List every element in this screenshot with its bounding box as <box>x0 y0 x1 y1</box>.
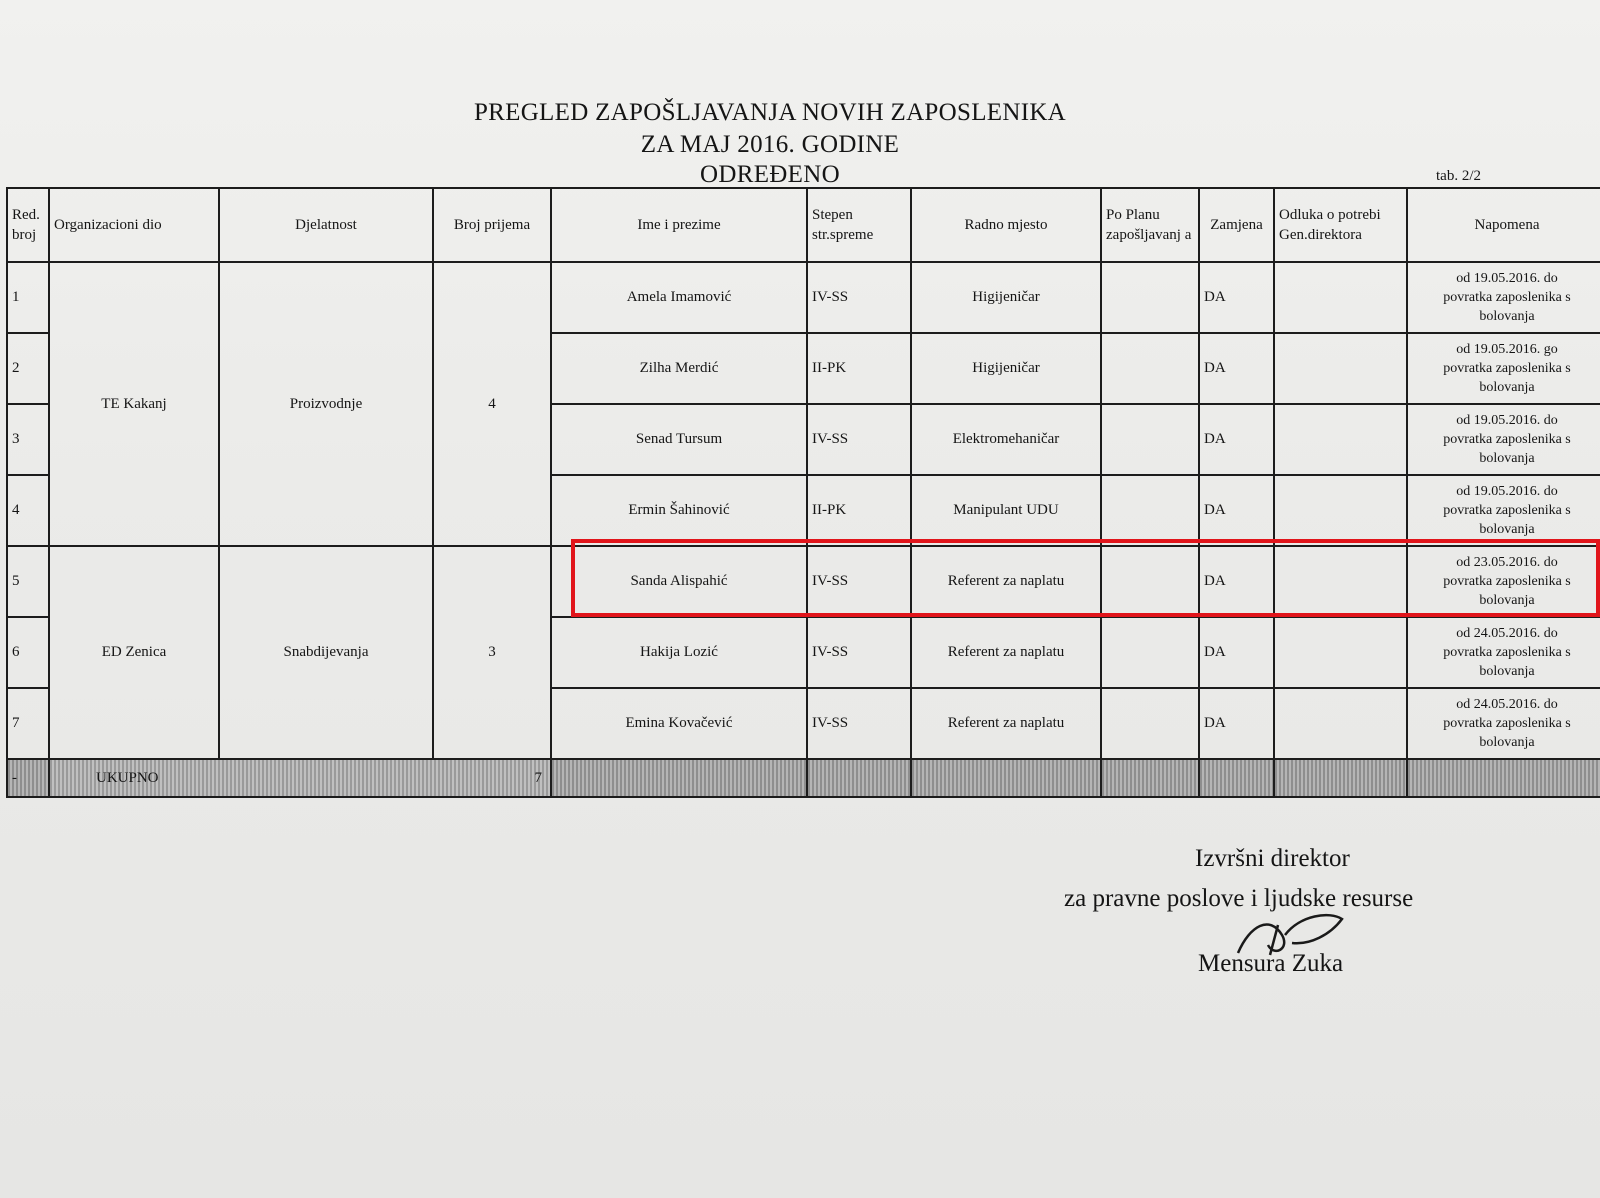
header-ime-prezime: Ime i prezime <box>551 188 807 262</box>
employee-radno-mjesto: Referent za naplatu <box>911 688 1101 759</box>
cell-po-planu <box>1101 404 1199 475</box>
cell-odluka <box>1274 617 1407 688</box>
total-row <box>7 759 1600 797</box>
row-number: 1 <box>7 262 49 333</box>
header-djelatnost: Djelatnost <box>219 188 433 262</box>
total-filler <box>1199 759 1274 797</box>
cell-odluka <box>1274 546 1407 617</box>
table-reference: tab. 2/2 <box>1436 168 1481 184</box>
header-radno-mjesto: Radno mjesto <box>911 188 1101 262</box>
employee-radno-mjesto: Referent za naplatu <box>911 546 1101 617</box>
employee-napomena <box>1407 475 1600 546</box>
employee-stepen: IV-SS <box>807 262 911 333</box>
row-number: 5 <box>7 546 49 617</box>
group-broj-prijema: 3 <box>433 546 551 759</box>
cell-po-planu <box>1101 546 1199 617</box>
napomena-line2: povratka zaposlenika s <box>1443 290 1571 305</box>
cell-odluka <box>1274 404 1407 475</box>
employee-stepen: II-PK <box>807 475 911 546</box>
header-odluka: Odluka o potrebi Gen.direktora <box>1274 188 1407 262</box>
cell-po-planu <box>1101 333 1199 404</box>
total-filler <box>1407 759 1600 797</box>
total-row-number: - <box>7 759 49 797</box>
employee-radno-mjesto: Manipulant UDU <box>911 475 1101 546</box>
group-org: ED Zenica <box>49 546 219 759</box>
cell-odluka <box>1274 475 1407 546</box>
napomena-line1: od 24.05.2016. do <box>1456 626 1558 641</box>
napomena-line3: bolovanja <box>1479 451 1535 466</box>
employee-stepen: IV-SS <box>807 617 911 688</box>
header-organizacioni-dio: Organizacioni dio <box>49 188 219 262</box>
employee-stepen: IV-SS <box>807 546 911 617</box>
cell-po-planu <box>1101 688 1199 759</box>
total-filler <box>1101 759 1199 797</box>
header-napomena: Napomena <box>1407 188 1600 262</box>
employee-zamjena: DA <box>1199 617 1274 688</box>
employee-napomena <box>1407 333 1600 404</box>
group-org: TE Kakanj <box>49 262 219 546</box>
signature-name: Mensura Zuka <box>1198 950 1344 977</box>
napomena-line2: povratka zaposlenika s <box>1443 574 1571 589</box>
row-number: 4 <box>7 475 49 546</box>
napomena-line2: povratka zaposlenika s <box>1443 645 1571 660</box>
total-label <box>49 759 551 797</box>
employee-name: Sanda Alispahić <box>551 546 807 617</box>
cell-po-planu <box>1101 617 1199 688</box>
cell-odluka <box>1274 333 1407 404</box>
header-red-broj: Red. broj <box>7 188 49 262</box>
employee-radno-mjesto: Higijeničar <box>911 262 1101 333</box>
employee-radno-mjesto: Higijeničar <box>911 333 1101 404</box>
employee-stepen: IV-SS <box>807 404 911 475</box>
napomena-line1: od 19.05.2016. do <box>1456 413 1558 428</box>
napomena-line3: bolovanja <box>1479 735 1535 750</box>
row-number: 6 <box>7 617 49 688</box>
total-filler <box>1274 759 1407 797</box>
document-title-line2: ZA MAJ 2016. GODINE <box>640 131 900 158</box>
napomena-line2: povratka zaposlenika s <box>1443 503 1571 518</box>
cell-po-planu <box>1101 262 1199 333</box>
total-label-text: UKUPNO <box>96 769 159 786</box>
employee-name: Ermin Šahinović <box>551 475 807 546</box>
group-djelatnost: Proizvodnje <box>219 262 433 546</box>
employee-name: Amela Imamović <box>551 262 807 333</box>
document-title-line3: ODREĐENO <box>700 161 840 188</box>
group-broj-prijema: 4 <box>433 262 551 546</box>
employee-radno-mjesto: Referent za naplatu <box>911 617 1101 688</box>
row-number: 2 <box>7 333 49 404</box>
napomena-line2: povratka zaposlenika s <box>1443 432 1571 447</box>
employee-napomena <box>1407 262 1600 333</box>
header-po-planu: Po Planu zapošljavanj a <box>1101 188 1199 262</box>
employee-zamjena: DA <box>1199 404 1274 475</box>
employee-name: Hakija Lozić <box>551 617 807 688</box>
napomena-line1: od 19.05.2016. do <box>1456 484 1558 499</box>
napomena-line3: bolovanja <box>1479 380 1535 395</box>
employee-radno-mjesto: Elektromehaničar <box>911 404 1101 475</box>
employee-napomena <box>1407 617 1600 688</box>
napomena-line3: bolovanja <box>1479 664 1535 679</box>
employee-name: Zilha Merdić <box>551 333 807 404</box>
total-filler <box>551 759 807 797</box>
employee-name: Emina Kovačević <box>551 688 807 759</box>
napomena-line3: bolovanja <box>1479 309 1535 324</box>
cell-odluka <box>1274 262 1407 333</box>
document-title-line1: PREGLED ZAPOŠLJAVANJA NOVIH ZAPOSLENIKA <box>473 99 1067 126</box>
row-number: 3 <box>7 404 49 475</box>
napomena-line2: povratka zaposlenika s <box>1443 361 1571 376</box>
group-djelatnost: Snabdijevanja <box>219 546 433 759</box>
table-header-row <box>7 188 1600 262</box>
employee-zamjena: DA <box>1199 262 1274 333</box>
signature-department: za pravne poslove i ljudske resurse <box>1064 885 1414 912</box>
header-stepen: Stepen str.spreme <box>807 188 911 262</box>
napomena-line1: od 19.05.2016. do <box>1456 271 1558 286</box>
row-number: 7 <box>7 688 49 759</box>
employee-zamjena: DA <box>1199 688 1274 759</box>
table-row <box>7 262 1600 333</box>
employee-napomena <box>1407 404 1600 475</box>
napomena-line3: bolovanja <box>1479 593 1535 608</box>
table-row <box>7 546 1600 617</box>
cell-po-planu <box>1101 475 1199 546</box>
total-value: 7 <box>534 769 542 786</box>
cell-odluka <box>1274 688 1407 759</box>
header-zamjena: Zamjena <box>1199 188 1274 262</box>
signature-title: Izvršni direktor <box>1195 845 1350 872</box>
employee-stepen: II-PK <box>807 333 911 404</box>
employee-zamjena: DA <box>1199 546 1274 617</box>
employee-zamjena: DA <box>1199 333 1274 404</box>
employee-napomena <box>1407 688 1600 759</box>
napomena-line1: od 23.05.2016. do <box>1456 555 1558 570</box>
total-filler <box>911 759 1101 797</box>
employee-stepen: IV-SS <box>807 688 911 759</box>
employment-table <box>6 187 1600 798</box>
header-broj-prijema: Broj prijema <box>433 188 551 262</box>
napomena-line1: od 24.05.2016. do <box>1456 697 1558 712</box>
employee-name: Senad Tursum <box>551 404 807 475</box>
napomena-line1: od 19.05.2016. go <box>1456 342 1558 357</box>
employee-zamjena: DA <box>1199 475 1274 546</box>
napomena-line2: povratka zaposlenika s <box>1443 716 1571 731</box>
napomena-line3: bolovanja <box>1479 522 1535 537</box>
total-filler <box>807 759 911 797</box>
employee-napomena <box>1407 546 1600 617</box>
